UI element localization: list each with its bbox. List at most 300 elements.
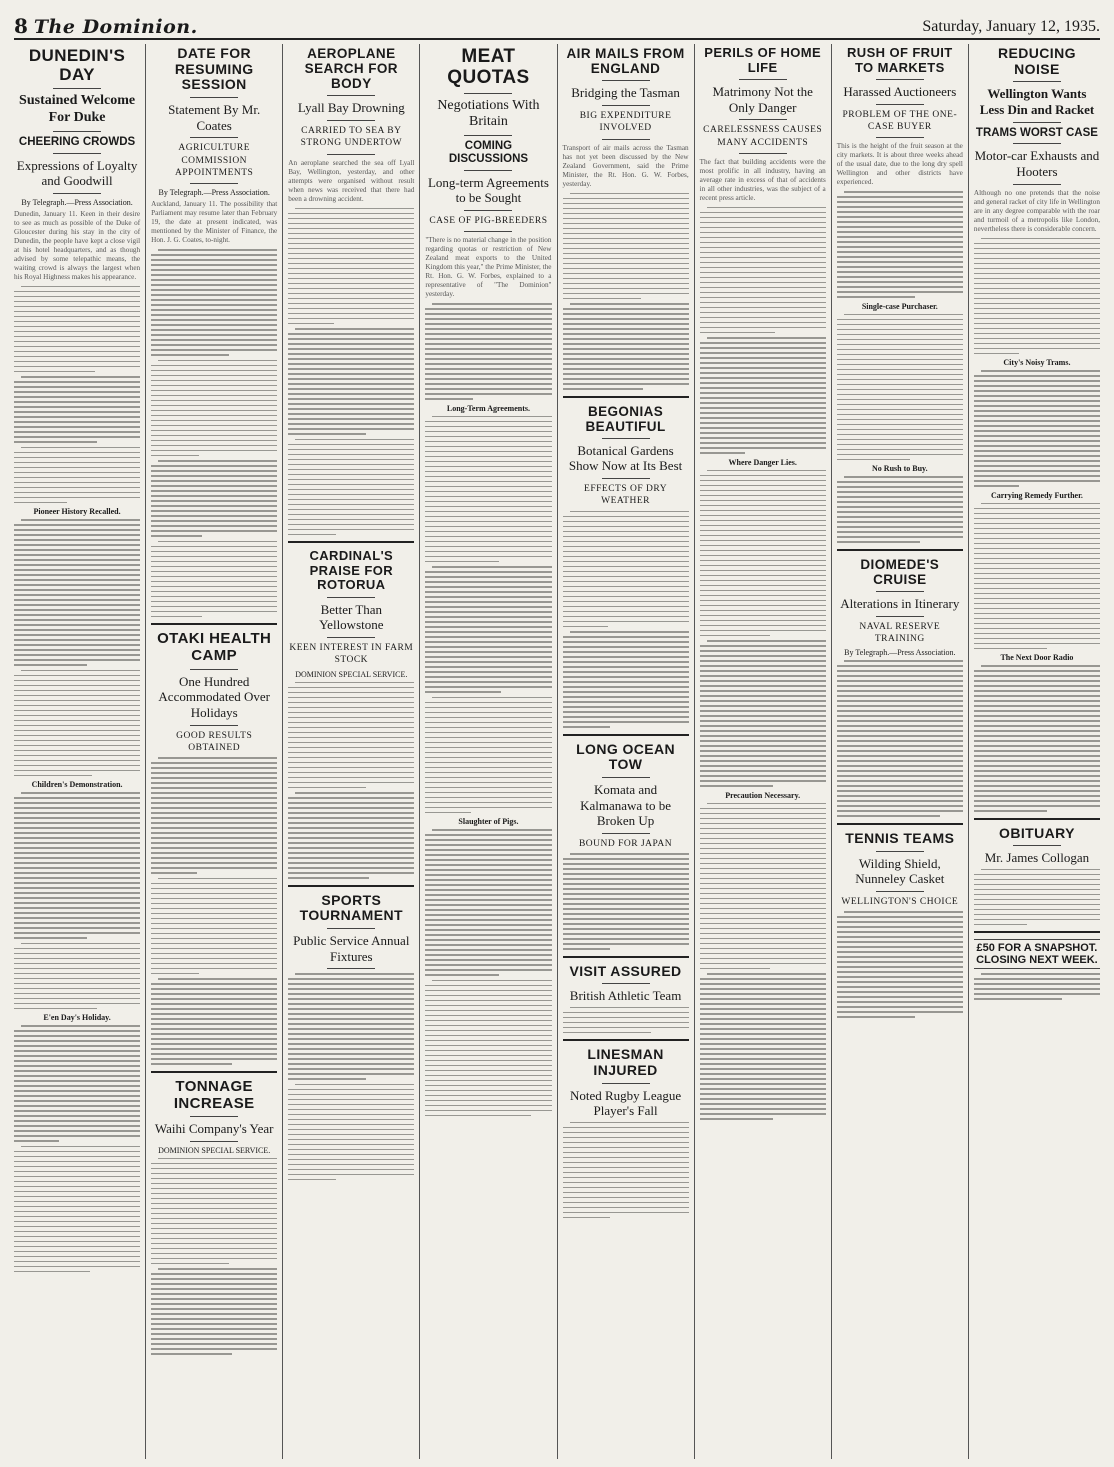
text-line — [837, 991, 963, 993]
text-line — [974, 790, 1100, 792]
text-line — [837, 695, 963, 697]
text-line — [14, 1080, 140, 1082]
subheadline: Matrimony Not the Only Danger — [712, 84, 813, 115]
headline: AIR MAILS FROM ENGLAND — [566, 46, 685, 77]
text-line — [700, 1118, 773, 1120]
text-line — [151, 832, 277, 834]
text-line — [974, 760, 1100, 762]
text-line — [974, 548, 1100, 550]
text-line — [563, 213, 689, 215]
text-line — [14, 953, 140, 955]
text-line — [837, 715, 963, 717]
text-line — [14, 336, 140, 338]
text-line — [288, 1058, 414, 1060]
text-line — [700, 750, 826, 752]
text-line — [151, 867, 277, 869]
text-line — [563, 258, 689, 260]
text-line — [837, 680, 963, 682]
text-line — [288, 852, 414, 854]
text-line — [700, 500, 826, 502]
text-line — [974, 375, 1100, 377]
text-line — [425, 636, 551, 638]
text-line — [14, 963, 140, 965]
text-line — [158, 978, 277, 980]
text-line — [563, 238, 689, 240]
text-line — [288, 1068, 414, 1070]
text-line — [14, 912, 140, 914]
text-line — [14, 1171, 140, 1173]
text-line — [288, 268, 414, 270]
text-line — [700, 775, 826, 777]
text-line — [425, 939, 551, 941]
body-text — [425, 980, 551, 1117]
text-line — [700, 237, 826, 239]
divider — [1013, 184, 1061, 185]
text-line — [700, 277, 826, 279]
text-line — [974, 578, 1100, 580]
text-line — [14, 549, 140, 551]
text-line — [837, 459, 910, 461]
text-line — [837, 790, 963, 792]
text-line — [151, 465, 277, 467]
text-line — [974, 648, 1047, 650]
text-line — [288, 742, 414, 744]
headline: REDUCING NOISE — [998, 45, 1076, 77]
text-line — [151, 948, 277, 950]
body-text — [563, 853, 689, 950]
text-line — [14, 730, 140, 732]
text-line — [700, 605, 826, 607]
text-line — [151, 375, 277, 377]
text-line — [700, 267, 826, 269]
text-line — [700, 670, 826, 672]
text-line — [14, 1040, 140, 1042]
text-line — [14, 907, 140, 909]
text-line — [563, 606, 689, 608]
text-line — [700, 903, 826, 905]
text-line — [837, 506, 963, 508]
text-line — [288, 837, 414, 839]
text-line — [563, 576, 689, 578]
text-line — [700, 262, 826, 264]
text-line — [14, 477, 140, 479]
text-line — [837, 216, 963, 218]
body-text — [974, 665, 1100, 812]
text-line — [570, 303, 689, 305]
text-line — [837, 201, 963, 203]
text-line — [563, 566, 689, 568]
text-line — [837, 795, 963, 797]
text-line — [14, 872, 140, 874]
text-line — [151, 314, 277, 316]
subheadline: Sustained Welcome For Duke — [19, 93, 136, 125]
text-line — [21, 1025, 140, 1027]
text-line — [837, 1011, 963, 1013]
text-line — [837, 296, 915, 298]
text-line — [288, 258, 414, 260]
text-line — [700, 730, 826, 732]
body-text — [563, 303, 689, 390]
text-line — [14, 978, 140, 980]
text-line — [288, 413, 414, 415]
text-line — [288, 777, 414, 779]
text-line — [288, 727, 414, 729]
text-line — [563, 1132, 689, 1134]
divider — [602, 105, 650, 106]
text-line — [288, 1149, 414, 1151]
text-line — [151, 500, 277, 502]
text-line — [563, 1202, 689, 1204]
text-line — [151, 1348, 277, 1350]
text-line — [288, 767, 414, 769]
text-line — [837, 236, 963, 238]
text-line — [563, 561, 689, 563]
text-line — [837, 1001, 963, 1003]
text-line — [14, 812, 140, 814]
text-line — [563, 611, 689, 613]
text-line — [563, 671, 689, 673]
text-line — [14, 770, 140, 772]
column-rule — [563, 1039, 689, 1041]
text-line — [837, 710, 963, 712]
body-text — [974, 869, 1100, 926]
text-line — [425, 919, 551, 921]
text-line — [14, 1236, 140, 1238]
text-line — [425, 990, 551, 992]
text-line — [700, 222, 826, 224]
text-line — [425, 712, 551, 714]
divider — [876, 591, 924, 592]
text-line — [974, 380, 1100, 382]
text-line — [700, 833, 826, 835]
text-line — [288, 1073, 414, 1075]
text-line — [837, 454, 963, 456]
text-line — [14, 1065, 140, 1067]
text-line — [21, 1146, 140, 1148]
text-line — [151, 903, 277, 905]
divider — [53, 131, 101, 132]
headline: MEAT QUOTAS — [447, 46, 530, 89]
text-line — [14, 569, 140, 571]
column-rule — [151, 1071, 277, 1073]
text-line — [563, 1187, 689, 1189]
text-line — [974, 273, 1100, 275]
text-line — [974, 628, 1100, 630]
text-line — [425, 954, 551, 956]
divider — [327, 95, 375, 96]
text-line — [14, 634, 140, 636]
column-rule — [563, 956, 689, 958]
text-line — [700, 813, 826, 815]
text-line — [837, 439, 963, 441]
text-line — [14, 1090, 140, 1092]
text-line — [14, 381, 140, 383]
paper-name: The Dominion. — [33, 16, 198, 38]
text-line — [14, 822, 140, 824]
divider — [464, 231, 512, 232]
text-line — [425, 328, 551, 330]
text-line — [151, 561, 277, 563]
text-line — [288, 459, 414, 461]
body-text — [837, 191, 963, 298]
text-line — [974, 523, 1100, 525]
text-line — [563, 696, 689, 698]
text-line — [425, 631, 551, 633]
text-line — [974, 914, 1100, 916]
text-line — [700, 362, 826, 364]
divider — [53, 153, 101, 154]
text-line — [295, 439, 414, 441]
text-line — [288, 1013, 414, 1015]
text-line — [844, 314, 963, 316]
text-line — [974, 775, 1100, 777]
divider — [190, 183, 238, 184]
column-1 — [14, 44, 145, 1459]
text-line — [425, 1110, 551, 1112]
text-line — [288, 1053, 414, 1055]
text-line — [425, 1010, 551, 1012]
text-line — [14, 680, 140, 682]
text-line — [700, 212, 826, 214]
text-line — [14, 1216, 140, 1218]
text-line — [837, 981, 963, 983]
text-line — [288, 807, 414, 809]
text-line — [425, 671, 551, 673]
text-line — [14, 599, 140, 601]
body-text — [974, 238, 1100, 355]
section-subhead: Children's Demonstration. — [31, 780, 123, 790]
text-line — [151, 1188, 277, 1190]
text-line — [151, 450, 277, 452]
divider — [1013, 845, 1061, 846]
text-line — [425, 1095, 551, 1097]
text-line — [700, 292, 826, 294]
text-line — [563, 1207, 689, 1209]
text-line — [425, 616, 551, 618]
section-subhead: Pioneer History Recalled. — [33, 507, 121, 517]
divider — [876, 104, 924, 105]
text-line — [151, 1053, 277, 1055]
text-line — [288, 353, 414, 355]
text-line — [288, 1119, 414, 1121]
text-line — [425, 869, 551, 871]
text-line — [21, 670, 140, 672]
text-line — [425, 363, 551, 365]
text-line — [974, 909, 1100, 911]
text-line — [288, 433, 366, 435]
divider — [464, 135, 512, 136]
text-line — [288, 358, 414, 360]
text-line — [151, 339, 277, 341]
article-columns — [14, 44, 1100, 1459]
text-line — [14, 927, 140, 929]
body-text — [563, 631, 689, 728]
text-line — [425, 551, 551, 553]
text-line — [288, 737, 414, 739]
text-line — [974, 685, 1100, 687]
body-text — [14, 670, 140, 777]
text-line — [563, 1022, 689, 1024]
text-line — [700, 1078, 826, 1080]
text-line — [151, 797, 277, 799]
text-line — [974, 899, 1100, 901]
text-line — [425, 924, 551, 926]
text-line — [837, 231, 963, 233]
text-line — [288, 253, 414, 255]
text-line — [974, 430, 1100, 432]
text-line — [151, 400, 277, 402]
text-line — [700, 725, 826, 727]
text-line — [288, 484, 414, 486]
text-line — [974, 395, 1100, 397]
text-line — [563, 1212, 689, 1214]
text-line — [563, 363, 689, 365]
text-line — [563, 706, 689, 708]
text-line — [563, 933, 689, 935]
text-line — [14, 296, 140, 298]
text-line — [837, 261, 963, 263]
deck-sub: Expressions of Loyalty and Goodwill — [16, 157, 138, 189]
text-line — [288, 797, 414, 799]
text-line — [14, 361, 140, 363]
text-line — [570, 1007, 689, 1009]
text-line — [151, 1163, 277, 1165]
text-line — [425, 717, 551, 719]
text-line — [151, 1313, 277, 1315]
text-line — [295, 1084, 414, 1086]
headline: LONG OCEAN TOW — [576, 740, 675, 773]
text-line — [563, 313, 689, 315]
text-line — [288, 449, 414, 451]
text-line — [14, 710, 140, 712]
text-line — [837, 941, 963, 943]
text-line — [700, 495, 826, 497]
text-line — [700, 1003, 826, 1005]
column-rule — [837, 823, 963, 825]
text-line — [14, 802, 140, 804]
text-line — [700, 590, 826, 592]
text-line — [151, 370, 277, 372]
text-line — [425, 323, 551, 325]
text-line — [425, 1100, 551, 1102]
text-line — [151, 1258, 277, 1260]
text-line — [151, 294, 277, 296]
text-line — [288, 978, 414, 980]
text-line — [700, 953, 826, 955]
text-line — [837, 424, 963, 426]
deck: NAVAL RESERVE TRAINING — [859, 621, 941, 645]
text-line — [700, 918, 826, 920]
text-line — [288, 1144, 414, 1146]
text-line — [151, 1048, 277, 1050]
text-line — [563, 666, 689, 668]
text-line — [151, 1173, 277, 1175]
text-line — [425, 985, 551, 987]
text-line — [974, 618, 1100, 620]
text-line — [151, 581, 277, 583]
text-line — [151, 1248, 277, 1250]
text-line — [563, 888, 689, 890]
text-line — [425, 691, 501, 693]
text-line — [425, 383, 551, 385]
text-line — [700, 893, 826, 895]
text-line — [563, 233, 689, 235]
text-line — [288, 298, 414, 300]
text-line — [563, 948, 611, 950]
text-line — [700, 958, 826, 960]
text-line — [151, 1283, 277, 1285]
text-line — [700, 480, 826, 482]
text-line — [432, 697, 551, 699]
text-line — [151, 837, 277, 839]
text-line — [837, 750, 963, 752]
text-line — [700, 665, 826, 667]
text-line — [700, 635, 771, 637]
text-line — [14, 426, 140, 428]
text-line — [974, 805, 1100, 807]
text-line — [425, 949, 551, 951]
text-line — [14, 690, 140, 692]
text-line — [151, 1233, 277, 1235]
divider — [327, 637, 375, 638]
section-subhead: The Next Door Radio — [1000, 653, 1074, 663]
text-line — [700, 475, 826, 477]
text-line — [151, 254, 277, 256]
text-line — [151, 998, 277, 1000]
text-line — [14, 877, 140, 879]
text-line — [563, 293, 689, 295]
text-line — [563, 586, 689, 588]
text-line — [700, 317, 826, 319]
text-line — [14, 1186, 140, 1188]
text-line — [837, 276, 963, 278]
text-line — [563, 333, 689, 335]
text-line — [563, 228, 689, 230]
text-line — [151, 284, 277, 286]
text-line — [563, 546, 689, 548]
text-line — [151, 913, 277, 915]
text-line — [974, 460, 1100, 462]
text-line — [974, 298, 1100, 300]
column-rule — [288, 885, 414, 887]
text-line — [981, 869, 1100, 871]
text-line — [700, 780, 826, 782]
subheadline: Waihi Company's Year — [154, 1121, 274, 1137]
text-line — [151, 883, 277, 885]
text-line — [700, 993, 826, 995]
text-line — [14, 1095, 140, 1097]
text-line — [563, 676, 689, 678]
lead-paragraph: This is the height of the fruit season at the city markets. It is about three weeks ahead of the usual date, due to the long dry spell Wellington and other districts have experienced. — [836, 142, 963, 187]
text-line — [563, 701, 689, 703]
text-line — [151, 264, 277, 266]
text-line — [151, 1063, 232, 1065]
text-line — [288, 1033, 414, 1035]
text-line — [974, 318, 1100, 320]
text-line — [570, 193, 689, 195]
text-line — [288, 283, 414, 285]
text-line — [14, 740, 140, 742]
text-line — [151, 787, 277, 789]
text-line — [151, 455, 199, 457]
subheadline: Noted Rugby League Player's Fall — [569, 1087, 682, 1119]
text-line — [974, 993, 1100, 995]
text-line — [425, 969, 551, 971]
text-line — [563, 711, 689, 713]
text-line — [837, 501, 963, 503]
section-subhead: Long-Term Agreements. — [446, 403, 530, 413]
text-line — [974, 425, 1100, 427]
